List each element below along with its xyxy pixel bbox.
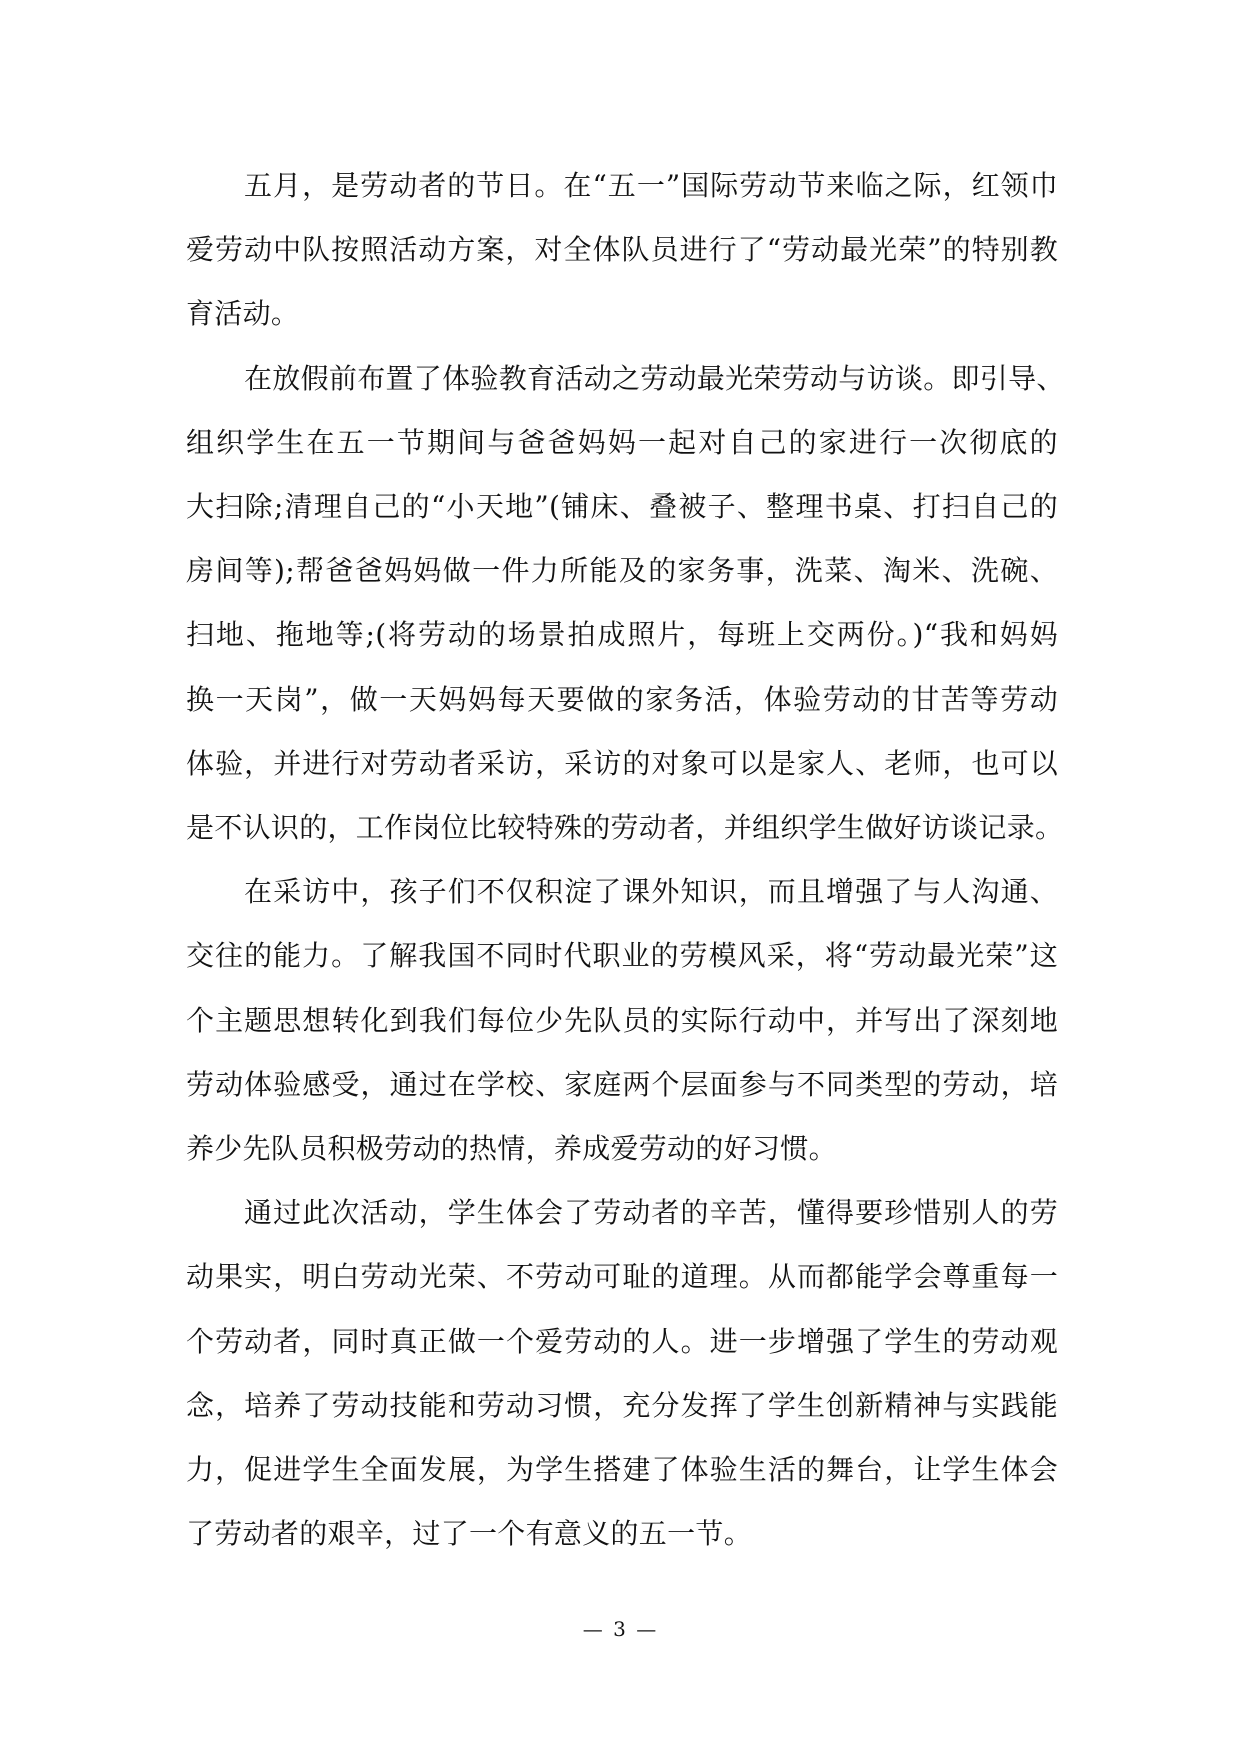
text-line: 力，促进学生全面发展，为学生搭建了体验生活的舞台，让学生体会 bbox=[186, 1453, 1058, 1487]
text-line: 体验，并进行对劳动者采访，采访的对象可以是家人、老师，也可以 bbox=[186, 746, 1058, 780]
text-line: 劳动体验感受，通过在学校、家庭两个层面参与不同类型的劳动，培 bbox=[186, 1067, 1058, 1101]
text-line: 动果实，明白劳动光荣、不劳动可耻的道理。从而都能学会尊重每一 bbox=[186, 1260, 1058, 1294]
text-line: 组织学生在五一节期间与爸爸妈妈一起对自己的家进行一次彻底的 bbox=[186, 425, 1058, 459]
text-line: 个劳动者，同时真正做一个爱劳动的人。进一步增强了学生的劳动观 bbox=[186, 1324, 1058, 1358]
document-body bbox=[186, 154, 1065, 1566]
text-line: 交往的能力。了解我国不同时代职业的劳模风采，将“劳动最光荣”这 bbox=[186, 939, 1058, 973]
text-line: 大扫除;清理自己的“小天地”(铺床、叠被子、整理书桌、打扫自己的 bbox=[186, 490, 1058, 524]
text-line: 个主题思想转化到我们每位少先队员的实际行动中，并写出了深刻地 bbox=[186, 1003, 1058, 1037]
text-line: 房间等);帮爸爸妈妈做一件力所能及的家务事，洗菜、淘米、洗碗、 bbox=[186, 554, 1058, 588]
paragraph bbox=[186, 860, 1058, 1181]
text-line: 念，培养了劳动技能和劳动习惯，充分发挥了学生创新精神与实践能 bbox=[186, 1388, 1058, 1422]
text-line: 通过此次活动，学生体会了劳动者的辛苦，懂得要珍惜别人的劳 bbox=[244, 1196, 1058, 1230]
text-line: 扫地、拖地等;(将劳动的场景拍成照片，每班上交两份。)“我和妈妈 bbox=[186, 618, 1058, 652]
text-line: 在采访中，孩子们不仅积淀了课外知识，而且增强了与人沟通、 bbox=[244, 875, 1058, 909]
paragraph bbox=[186, 347, 1065, 861]
text-line: 在放假前布置了体验教育活动之劳动最光荣劳动与访谈。即引导、 bbox=[244, 361, 1065, 395]
text-line: 五月，是劳动者的节日。在“五一”国际劳动节来临之际，红领巾 bbox=[244, 169, 1058, 202]
text-line: 换一天岗”，做一天妈妈每天要做的家务活，体验劳动的甘苦等劳动 bbox=[186, 682, 1058, 716]
text-line: 是不认识的，工作岗位比较特殊的劳动者，并组织学生做好访谈记录。 bbox=[186, 811, 1064, 845]
text-line: 育活动。 bbox=[186, 297, 300, 331]
text-line: 了劳动者的艰辛，过了一个有意义的五一节。 bbox=[186, 1517, 753, 1551]
text-line: 爱劳动中队按照活动方案，对全体队员进行了“劳动最光荣”的特别教 bbox=[186, 233, 1058, 267]
page-number: — 3 — bbox=[582, 1617, 659, 1641]
paragraph bbox=[186, 154, 1058, 347]
paragraph bbox=[186, 1181, 1058, 1566]
text-line: 养少先队员积极劳动的热情，养成爱劳动的好习惯。 bbox=[186, 1132, 837, 1166]
